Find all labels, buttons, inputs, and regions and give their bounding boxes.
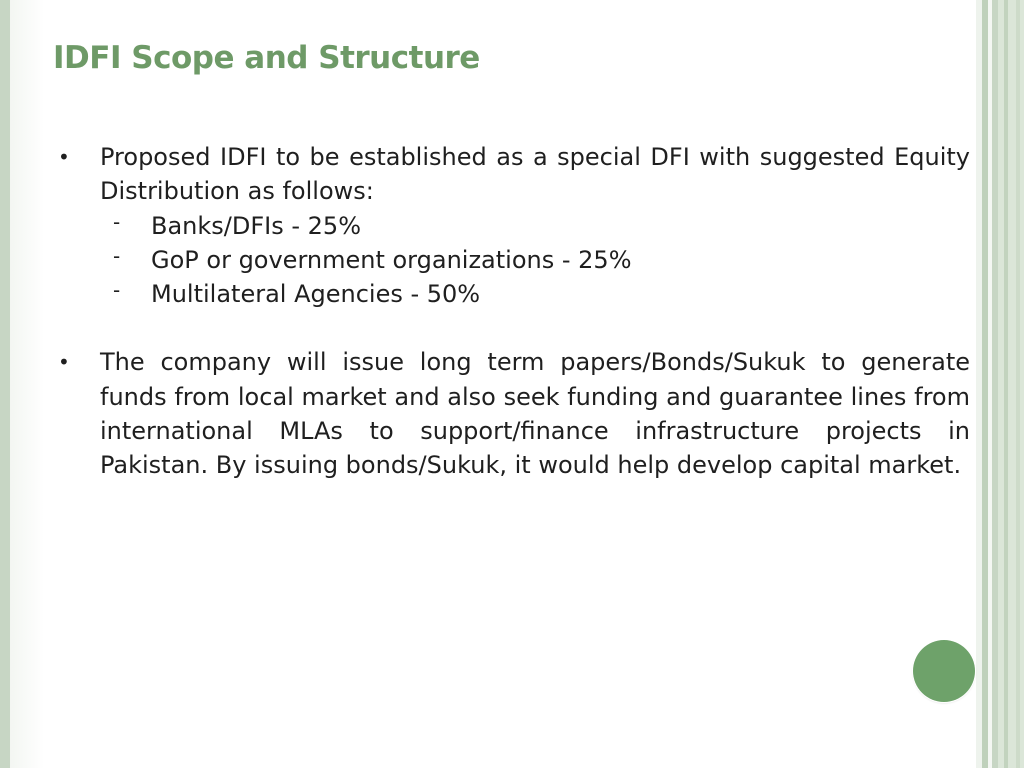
sub-item-banks <box>58 209 970 243</box>
spacer <box>58 311 970 345</box>
equity-distribution-list <box>58 209 970 312</box>
slide-body <box>58 140 970 483</box>
left-decorative-fade <box>10 0 44 768</box>
right-decorative-band <box>1004 0 1008 768</box>
bullet-item-bonds <box>58 345 970 482</box>
sub-item-text: Banks/DFIs - 25% <box>151 211 361 240</box>
bullet-text: The company will issue long term papers/Bonds/Sukuk to generate funds from local market and also seek funding and guarantee lines from international MLAs to support/finance infrastructure projects in Pakistan. By issuing bonds/Sukuk, it would help develop capital market. <box>100 348 970 480</box>
slide-title: IDFI Scope and Structure <box>53 40 480 76</box>
sub-item-multilateral <box>58 277 970 311</box>
bullet-dot-icon: • <box>58 145 70 169</box>
sub-item-text: GoP or government organizations - 25% <box>151 245 632 274</box>
right-decorative-band <box>1016 0 1020 768</box>
dash-icon: - <box>113 278 121 303</box>
left-decorative-stripe <box>0 0 10 768</box>
bullet-text: Proposed IDFI to be established as a special DFI with suggested Equity Distribution as follows: <box>100 143 970 206</box>
sub-item-text: Multilateral Agencies - 50% <box>151 280 481 309</box>
right-decorative-band <box>998 0 1024 768</box>
dash-icon: - <box>113 209 121 234</box>
decorative-circle-icon <box>913 640 975 702</box>
bullet-item-equity <box>58 140 970 209</box>
dash-icon: - <box>113 243 121 268</box>
sub-item-gop <box>58 243 970 277</box>
bullet-dot-icon: • <box>58 350 70 375</box>
